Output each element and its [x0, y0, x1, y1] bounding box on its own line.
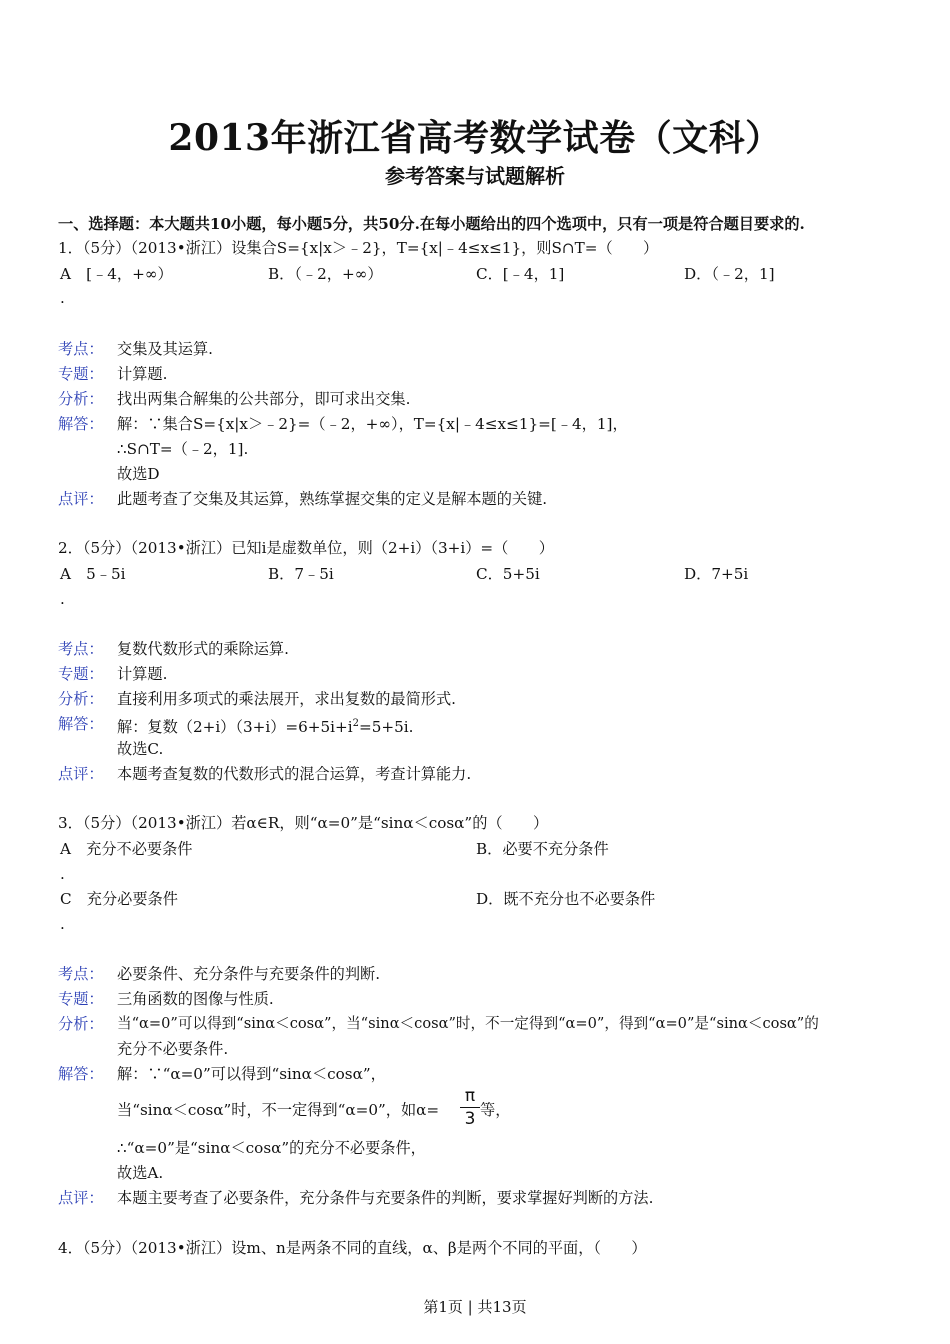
q3-fenxi-line2: 充分不必要条件. — [117, 1040, 229, 1058]
q1-option-d: D．（﹣2，1] — [684, 265, 775, 283]
q3-option-a: A 充分不必要条件 — [60, 840, 193, 858]
q2-kaodian-label: 考点： — [58, 640, 104, 658]
q3-zhuanti: 三角函数的图像与性质. — [117, 990, 274, 1008]
q3-dianping-label: 点评： — [58, 1189, 104, 1207]
q2-jieda-line1-tail: =5+5i. — [358, 718, 414, 737]
q3-jieda-line2-tail: 等， — [480, 1101, 511, 1119]
q3-kaodian: 必要条件、充分条件与充要条件的判断. — [117, 965, 381, 983]
fraction-bar — [460, 1107, 480, 1108]
section-heading: 一、选择题：本大题共10小题，每小题5分，共50分.在每小题给出的四个选项中，只有一项是符合题目要求的. — [58, 215, 805, 233]
q3-dot-2: . — [60, 915, 65, 933]
q3-fenxi-label: 分析： — [58, 1015, 104, 1033]
q1-fenxi: 找出两集合解集的公共部分，即可求出交集. — [117, 390, 411, 408]
q2-dianping-label: 点评： — [58, 765, 104, 783]
fraction-numerator: π — [464, 1086, 476, 1106]
q2-jieda-line1 — [117, 714, 413, 737]
fraction-denominator: 3 — [464, 1109, 476, 1129]
q1-zhuanti-label: 专题： — [58, 365, 104, 383]
q3-dot-1: . — [60, 865, 65, 883]
q3-option-c: C 充分必要条件 — [60, 890, 178, 908]
q3-fenxi-line1: 当“α=0”可以得到“sinα＜cosα”，当“sinα＜cosα”时，不一定得到“α=0”，得到“α=0”是“sinα＜cosα”的 — [117, 1015, 819, 1032]
page-footer: 第1页 | 共13页 — [423, 1298, 527, 1316]
q2-stem: 2．（5分）（2013•浙江）已知i是虚数单位，则（2+i）（3+i）=（ ） — [58, 539, 554, 557]
q2-fenxi: 直接利用多项式的乘法展开，求出复数的最简形式. — [117, 690, 456, 708]
q1-jieda-line1: 解：∵集合S={x|x＞﹣2}=（﹣2，+∞），T={x|﹣4≤x≤1}=[﹣4，1]， — [117, 415, 628, 433]
q1-kaodian: 交集及其运算. — [117, 340, 213, 358]
q2-option-d: D．7+5i — [684, 565, 749, 583]
q2-jieda-superscript: 2 — [352, 718, 359, 729]
q3-jieda-line4: 故选A. — [117, 1164, 164, 1182]
q2-option-c: C．5+5i — [476, 565, 540, 583]
q2-jieda-line1-main: 解：复数（2+i）（3+i）=6+5i+i — [117, 718, 353, 737]
q1-option-b: B．（﹣2，+∞） — [268, 265, 383, 283]
q2-option-b: B．7﹣5i — [268, 565, 334, 583]
q1-kaodian-label: 考点： — [58, 340, 104, 358]
page-title: 2013年浙江省高考数学试卷（文科） — [168, 117, 782, 159]
q1-jieda-line3: 故选D — [117, 465, 160, 483]
q3-jieda-line3: ∴“α=0”是“sinα＜cosα”的充分不必要条件， — [117, 1139, 426, 1157]
q2-jieda-label: 解答： — [58, 715, 104, 733]
q3-dianping: 本题主要考查了必要条件，充分条件与充要条件的判断，要求掌握好判断的方法. — [117, 1189, 654, 1207]
q3-jieda-line1: 解：∵“α=0”可以得到“sinα＜cosα”， — [117, 1065, 386, 1083]
pi-over-3-fraction — [460, 1086, 480, 1129]
q4-stem: 4．（5分）（2013•浙江）设m、n是两条不同的直线，α、β是两个不同的平面，（ ） — [58, 1239, 647, 1257]
q3-jieda-line2-main: 当“sinα＜cosα”时，不一定得到“α=0”，如α= — [117, 1101, 440, 1119]
q3-option-d: D．既不充分也不必要条件 — [476, 890, 656, 908]
q3-jieda-label: 解答： — [58, 1065, 104, 1083]
q1-jieda-line2: ∴S∩T=（﹣2，1]. — [117, 440, 249, 458]
q1-jieda-label: 解答： — [58, 415, 104, 433]
q2-dianping: 本题考查复数的代数形式的混合运算，考查计算能力. — [117, 765, 472, 783]
q1-stem: 1．（5分）（2013•浙江）设集合S={x|x＞﹣2}，T={x|﹣4≤x≤1}，则S∩T=（ ） — [58, 239, 659, 257]
q3-zhuanti-label: 专题： — [58, 990, 104, 1008]
q1-zhuanti: 计算题. — [117, 365, 168, 383]
q2-dot: . — [60, 590, 65, 608]
q3-option-b: B．必要不充分条件 — [476, 840, 609, 858]
q3-stem: 3．（5分）（2013•浙江）若α∈R，则“α=0”是“sinα＜cosα”的（ ） — [58, 814, 549, 832]
q1-dianping: 此题考查了交集及其运算，熟练掌握交集的定义是解本题的关键. — [117, 490, 548, 508]
q1-option-c: C．[﹣4，1] — [476, 265, 565, 283]
q2-fenxi-label: 分析： — [58, 690, 104, 708]
q2-kaodian: 复数代数形式的乘除运算. — [117, 640, 289, 658]
q3-kaodian-label: 考点： — [58, 965, 104, 983]
q2-zhuanti: 计算题. — [117, 665, 168, 683]
q2-jieda-line2: 故选C. — [117, 740, 164, 758]
q1-dianping-label: 点评： — [58, 490, 104, 508]
q2-zhuanti-label: 专题： — [58, 665, 104, 683]
q2-option-a: A 5﹣5i — [60, 565, 126, 583]
q1-fenxi-label: 分析： — [58, 390, 104, 408]
page-subtitle: 参考答案与试题解析 — [385, 164, 565, 188]
q1-dot: . — [60, 289, 65, 307]
q1-option-a: A [﹣4，+∞） — [60, 265, 173, 283]
